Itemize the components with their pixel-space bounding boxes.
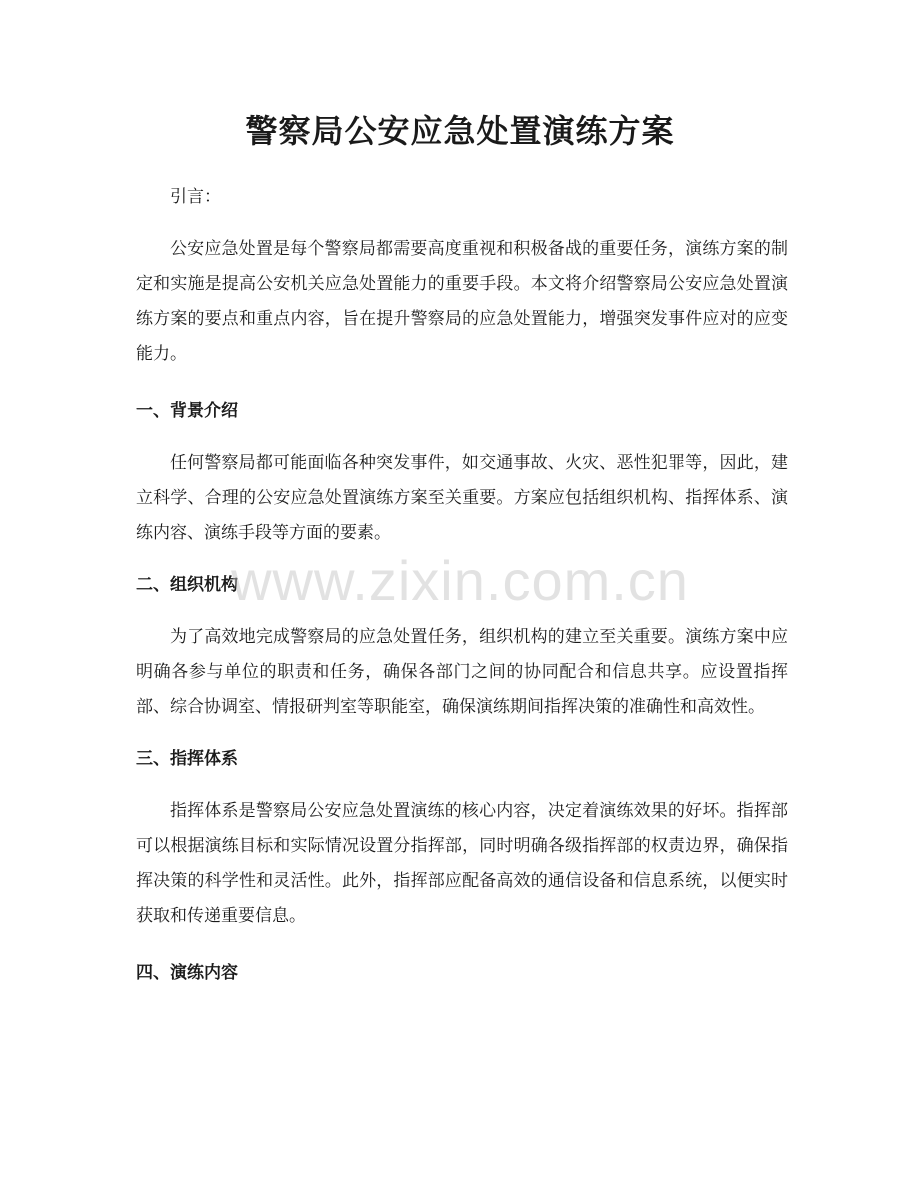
section-heading-drill-content: 四、演练内容 [136,963,238,983]
section-paragraph-background: 任何警察局都可能面临各种突发事件，如交通事故、火灾、恶性犯罪等，因此，建立科学、合理的公安应急处置演练方案至关重要。方案应包括组织机构、指挥体系、演练内容、演练手段等方面的要素。 [136,453,788,543]
section-heading-command-system: 三、指挥体系 [136,749,238,769]
page-title: 警察局公安应急处置演练方案 [245,112,675,150]
intro-paragraph: 公安应急处置是每个警察局都需要高度重视和积极备战的重要任务，演练方案的制定和实施是提高公安机关应急处置能力的重要手段。本文将介绍警察局公安应急处置演练方案的要点和重点内容，旨在提升警察局的应急处置能力，增强突发事件应对的应变能力。 [136,239,788,364]
document-body [136,180,788,991]
intro-label: 引言： [170,187,221,207]
section-heading-background: 一、背景介绍 [136,401,238,421]
section-paragraph-organization: 为了高效地完成警察局的应急处置任务，组织机构的建立至关重要。演练方案中应明确各参与单位的职责和任务，确保各部门之间的协同配合和信息共享。应设置指挥部、综合协调室、情报研判室等职能室，确保演练期间指挥决策的准确性和高效性。 [136,627,788,717]
watermark: www.zixin.com.cn [231,549,689,612]
section-heading-organization: 二、组织机构 [136,575,238,595]
section-paragraph-command-system: 指挥体系是警察局公安应急处置演练的核心内容，决定着演练效果的好坏。指挥部可以根据演练目标和实际情况设置分指挥部，同时明确各级指挥部的权责边界，确保指挥决策的科学性和灵活性。此外，指挥部应配备高效的通信设备和信息系统，以便实时获取和传递重要信息。 [136,801,788,926]
